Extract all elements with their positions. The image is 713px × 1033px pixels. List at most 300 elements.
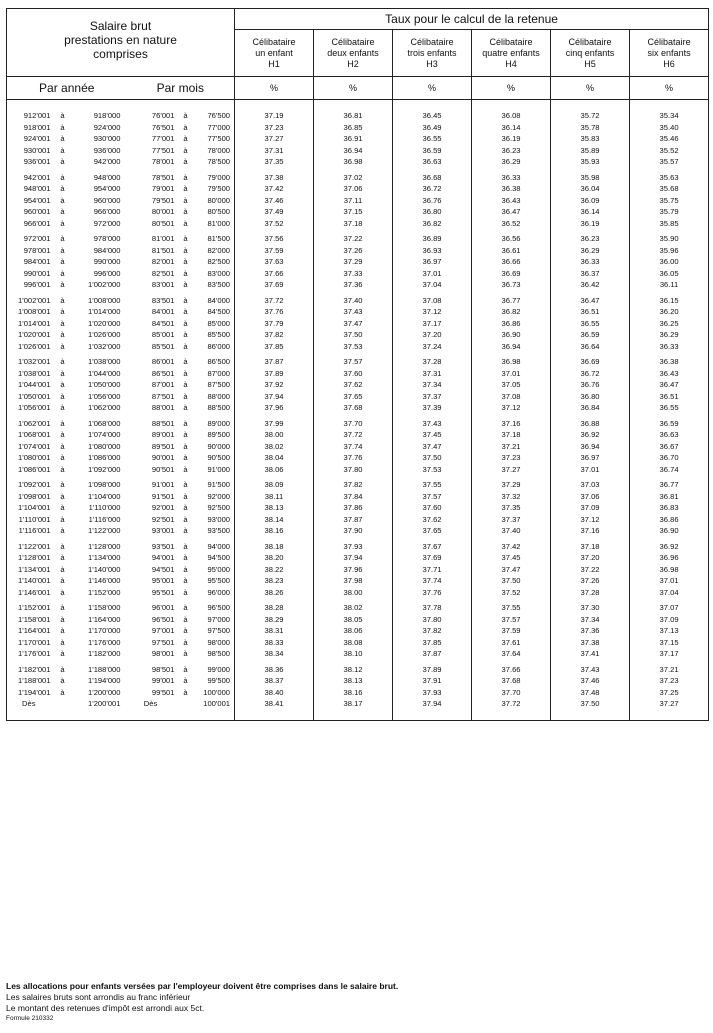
monthly-to: 85'500	[195, 329, 235, 341]
monthly-to: 96'000	[195, 587, 235, 599]
annual-a: à	[60, 341, 65, 351]
monthly-from: 79'001	[151, 184, 175, 193]
rate-h4: 37.16	[472, 414, 551, 430]
table-row	[7, 206, 709, 218]
annual-a: à	[60, 664, 65, 674]
monthly-to: 99'500	[195, 675, 235, 687]
annual-a: à	[60, 687, 65, 697]
annual-a: à	[60, 391, 65, 401]
monthly-to: 94'500	[195, 552, 235, 564]
rate-h3: 37.93	[393, 687, 472, 699]
annual-a: à	[60, 491, 65, 501]
table-row	[7, 168, 709, 184]
salaire-brut-line1: Salaire brut	[89, 19, 152, 33]
annual-to: 1'128'000	[88, 541, 121, 551]
monthly-to: 81'500	[195, 229, 235, 245]
annual-to: 1'026'000	[88, 330, 121, 339]
rate-h5: 36.51	[551, 306, 630, 318]
monthly-from: 86'001	[151, 357, 175, 366]
column-header-line: H6	[663, 58, 675, 69]
monthly-a: à	[183, 268, 188, 278]
rate-h6: 36.81	[630, 491, 709, 503]
rate-h1: 38.28	[264, 603, 284, 612]
monthly-to: 79'500	[195, 183, 235, 195]
rate-h2: 38.08	[314, 637, 393, 649]
rate-h1: 37.69	[264, 280, 284, 289]
rate-h5: 36.92	[551, 429, 630, 441]
annual-a: à	[60, 649, 65, 658]
rate-h4: 37.47	[472, 564, 551, 576]
rate-h4: 36.82	[472, 306, 551, 318]
rate-h1: 37.19	[264, 111, 284, 120]
annual-from: 1'080'001	[18, 453, 51, 462]
annual-to: 1'098'000	[88, 480, 121, 489]
rate-h3: 37.28	[393, 352, 472, 368]
annual-to: 1'086'000	[88, 453, 121, 462]
annual-from: 1'044'001	[18, 380, 51, 389]
rate-h5: 36.55	[551, 318, 630, 330]
rate-h2: 37.47	[314, 318, 393, 330]
rate-h2: 37.06	[314, 183, 393, 195]
rate-h4: 36.52	[472, 218, 551, 230]
monthly-to: 94'000	[195, 537, 235, 553]
rate-h5: 36.04	[551, 183, 630, 195]
rate-h4: 36.19	[472, 133, 551, 145]
monthly-to: 91'500	[195, 475, 235, 491]
rate-h1: 38.00	[264, 430, 284, 439]
rate-h4: 36.38	[472, 183, 551, 195]
rate-h3: 37.69	[393, 552, 472, 564]
rate-h2: 37.72	[314, 429, 393, 441]
monthly-from: 83'001	[151, 280, 175, 289]
table-row	[7, 379, 709, 391]
monthly-from: 85'001	[151, 330, 175, 339]
annual-a: à	[60, 207, 65, 216]
monthly-to: 90'000	[195, 441, 235, 453]
rate-h3: 37.76	[393, 587, 472, 599]
annual-to: 1'002'000	[88, 280, 121, 289]
monthly-des: Dès	[143, 699, 158, 708]
table-row	[7, 229, 709, 245]
monthly-a: à	[183, 295, 188, 305]
rate-h2: 38.05	[314, 614, 393, 626]
rate-h1: 38.13	[264, 503, 284, 512]
rate-h5: 37.16	[551, 525, 630, 537]
rate-h4: 36.61	[472, 245, 551, 257]
rate-h4: 37.42	[472, 537, 551, 553]
rate-h6: 36.98	[630, 564, 709, 576]
table-row	[7, 637, 709, 649]
rate-h6: 35.96	[630, 245, 709, 257]
rate-h5: 37.43	[551, 660, 630, 676]
rate-h6: 36.96	[630, 552, 709, 564]
rate-h2: 36.94	[314, 145, 393, 157]
rate-h4: 36.90	[472, 329, 551, 341]
annual-from: 912'001	[23, 111, 51, 120]
monthly-from: 90'501	[151, 464, 175, 474]
monthly-a: à	[183, 184, 188, 193]
monthly-a: à	[183, 614, 188, 624]
rate-h4: 37.27	[472, 464, 551, 476]
rate-h6: 35.52	[630, 145, 709, 157]
rate-h3: 37.20	[393, 329, 472, 341]
table-row	[7, 218, 709, 230]
monthly-a: à	[183, 122, 188, 132]
monthly-from: 94'501	[151, 564, 175, 574]
monthly-to: 86'000	[195, 341, 235, 353]
rate-h2: 37.70	[314, 414, 393, 430]
rate-h5: 36.47	[551, 291, 630, 307]
annual-a: à	[60, 626, 65, 635]
rate-h2: 37.86	[314, 502, 393, 514]
monthly-from: 88'001	[151, 403, 175, 412]
monthly-to: 89'500	[195, 429, 235, 441]
annual-from: 966'001	[23, 218, 51, 228]
table-row	[7, 110, 709, 122]
table-row	[7, 464, 709, 476]
annual-a: à	[60, 234, 65, 243]
monthly-a: à	[183, 441, 188, 451]
monthly-a: à	[183, 587, 188, 597]
monthly-from: 85'501	[151, 341, 175, 351]
table-row	[7, 441, 709, 453]
annual-a: à	[60, 145, 65, 155]
rate-h1: 38.37	[264, 676, 284, 685]
monthly-a: à	[183, 380, 188, 389]
annual-to: 1'122'000	[88, 526, 121, 535]
rate-h5: 36.37	[551, 268, 630, 280]
table-row	[7, 256, 709, 268]
annual-from: 1'014'001	[18, 318, 51, 328]
monthly-to: 82'500	[195, 256, 235, 268]
rate-h6: 37.07	[630, 598, 709, 614]
rate-h2: 37.53	[314, 341, 393, 353]
rate-h4: 37.08	[472, 391, 551, 403]
rate-h3: 37.89	[393, 660, 472, 676]
rate-h2: 36.98	[314, 156, 393, 168]
monthly-from: 78'501	[151, 172, 175, 182]
monthly-from: 89'501	[151, 441, 175, 451]
annual-from: 1'068'001	[18, 430, 51, 439]
annual-to: 924'000	[93, 122, 121, 132]
rate-h1: 38.33	[264, 637, 284, 647]
rate-h6: 35.75	[630, 195, 709, 207]
table-row	[7, 575, 709, 587]
rate-h6: 36.51	[630, 391, 709, 403]
rate-h2: 37.43	[314, 306, 393, 318]
annual-from: 1'008'001	[18, 307, 51, 316]
rate-h3: 37.94	[393, 698, 472, 710]
rate-h5: 35.78	[551, 122, 630, 134]
rate-h3: 37.67	[393, 537, 472, 553]
rate-h4: 37.32	[472, 491, 551, 503]
column-header-line: cinq enfants	[565, 47, 615, 58]
table-row	[7, 687, 709, 699]
annual-to: 1'188'000	[88, 664, 121, 674]
column-header-line: Célibataire	[489, 36, 533, 47]
monthly-a: à	[183, 491, 188, 501]
annual-from: 1'086'001	[18, 464, 51, 474]
column-header-line: six enfants	[647, 47, 691, 58]
rate-h1: 38.26	[264, 587, 284, 597]
monthly-a: à	[183, 330, 188, 339]
annual-to: 930'000	[93, 134, 121, 143]
rate-table-frame	[6, 8, 707, 748]
column-header-line: H3	[426, 58, 438, 69]
rate-h3: 36.55	[393, 133, 472, 145]
annual-from: 924'001	[23, 134, 51, 143]
rate-h4: 36.94	[472, 341, 551, 353]
rate-h6: 36.15	[630, 291, 709, 307]
rate-h5: 37.01	[551, 464, 630, 476]
rate-h2: 37.90	[314, 525, 393, 537]
rate-h3: 37.01	[393, 268, 472, 280]
rate-h3: 37.45	[393, 429, 472, 441]
annual-from: 1'128'001	[18, 553, 51, 562]
table-row	[7, 341, 709, 353]
monthly-from: 84'501	[151, 318, 175, 328]
monthly-to: 83'500	[195, 279, 235, 291]
monthly-from: 96'501	[151, 614, 175, 624]
monthly-from: 99'501	[151, 687, 175, 697]
monthly-a: à	[183, 234, 188, 243]
table-row	[7, 279, 709, 291]
annual-to: 1'182'000	[88, 649, 121, 658]
annual-to: 1'200'000	[88, 687, 121, 697]
rate-h2: 37.11	[314, 195, 393, 207]
annual-a: à	[60, 514, 65, 524]
table-row	[7, 133, 709, 145]
rate-h4: 37.29	[472, 475, 551, 491]
monthly-from: 92'001	[151, 503, 175, 512]
footer-rounding-tax: Le montant des retenues d'impôt est arrondi aux 5ct.	[6, 1003, 205, 1013]
rate-h1: 37.79	[264, 318, 284, 328]
annual-from: 1'092'001	[18, 480, 51, 489]
rate-h3: 37.91	[393, 675, 472, 687]
monthly-a: à	[183, 514, 188, 524]
rate-h1: 37.63	[264, 257, 284, 266]
monthly-blank	[177, 698, 195, 710]
annual-blank	[53, 698, 73, 710]
rate-h1: 38.02	[264, 441, 284, 451]
column-header-line: Célibataire	[252, 36, 296, 47]
rate-h3: 37.87	[393, 648, 472, 660]
rate-h3: 37.60	[393, 502, 472, 514]
rate-h1: 38.23	[264, 576, 284, 585]
table-row	[7, 625, 709, 637]
annual-from: 930'001	[23, 145, 51, 155]
rate-h6: 36.43	[630, 368, 709, 380]
unit-h4: %	[472, 77, 551, 100]
rate-h5: 37.09	[551, 502, 630, 514]
annual-from: 960'001	[23, 207, 51, 216]
rate-h5: 35.93	[551, 156, 630, 168]
rate-h4: 36.69	[472, 268, 551, 280]
annual-from: 1'056'001	[18, 403, 51, 412]
rate-h2: 37.74	[314, 441, 393, 453]
rate-h5: 36.14	[551, 206, 630, 218]
rate-h1: 37.82	[264, 330, 284, 339]
rate-h5: 36.19	[551, 218, 630, 230]
monthly-to: 85'000	[195, 318, 235, 330]
rate-h5: 36.80	[551, 391, 630, 403]
annual-from: 972'001	[23, 234, 51, 243]
monthly-to: 77'000	[195, 122, 235, 134]
rate-h2: 37.26	[314, 245, 393, 257]
monthly-from: 90'001	[151, 453, 175, 462]
table-row	[7, 195, 709, 207]
annual-to: 936'000	[93, 145, 121, 155]
rate-h3: 37.43	[393, 414, 472, 430]
rate-h2: 37.68	[314, 402, 393, 414]
rate-h6: 37.09	[630, 614, 709, 626]
annual-a: à	[60, 330, 65, 339]
rate-h2: 36.91	[314, 133, 393, 145]
monthly-to: 78'000	[195, 145, 235, 157]
rate-h4: 36.29	[472, 156, 551, 168]
salaire-brut-line3: comprises	[93, 47, 148, 61]
annual-a: à	[60, 245, 65, 255]
monthly-to: 83'000	[195, 268, 235, 280]
annual-from: 1'002'001	[18, 295, 51, 305]
rate-h6: 37.21	[630, 660, 709, 676]
column-header-line: H5	[584, 58, 596, 69]
rate-h6: 36.25	[630, 318, 709, 330]
rate-h1: 38.11	[264, 491, 284, 501]
annual-a: à	[60, 564, 65, 574]
rate-h4: 37.21	[472, 441, 551, 453]
rate-h6: 36.77	[630, 475, 709, 491]
rate-h2: 37.60	[314, 368, 393, 380]
rate-h3: 37.65	[393, 525, 472, 537]
monthly-a: à	[183, 280, 188, 289]
annual-a: à	[60, 157, 65, 166]
rate-h4: 37.68	[472, 675, 551, 687]
annual-a: à	[60, 464, 65, 474]
annual-to: 1'176'000	[88, 637, 121, 647]
rate-h4: 36.08	[472, 110, 551, 122]
annual-a: à	[60, 111, 65, 120]
rate-h2: 37.96	[314, 564, 393, 576]
rate-h4: 36.86	[472, 318, 551, 330]
monthly-a: à	[183, 480, 188, 489]
rate-h4: 37.01	[472, 368, 551, 380]
monthly-to: 87'000	[195, 368, 235, 380]
rate-h3: 36.63	[393, 156, 472, 168]
rate-h1: 38.18	[264, 541, 284, 551]
table-row	[7, 525, 709, 537]
rate-h3: 37.74	[393, 575, 472, 587]
table-row	[7, 648, 709, 660]
table-row	[7, 145, 709, 157]
rate-h5: 36.29	[551, 245, 630, 257]
annual-to: 1'104'000	[88, 491, 121, 501]
rate-h5: 36.72	[551, 368, 630, 380]
rate-h4: 36.43	[472, 195, 551, 207]
rate-h1: 37.59	[264, 245, 284, 255]
rate-h5: 36.59	[551, 329, 630, 341]
rate-h6: 36.86	[630, 514, 709, 526]
table-row	[7, 156, 709, 168]
monthly-a: à	[183, 134, 188, 143]
rate-h4: 37.12	[472, 402, 551, 414]
monthly-a: à	[183, 318, 188, 328]
rate-h4: 36.98	[472, 352, 551, 368]
monthly-from: 88'501	[151, 418, 175, 428]
rate-h1: 38.34	[264, 649, 284, 658]
monthly-to: 96'500	[195, 598, 235, 614]
rate-h1: 38.36	[264, 664, 284, 674]
rate-h3: 36.97	[393, 256, 472, 268]
rate-h5: 35.89	[551, 145, 630, 157]
monthly-from: 83'501	[151, 295, 175, 305]
monthly-from: 89'001	[151, 430, 175, 439]
rate-h2: 36.81	[314, 110, 393, 122]
monthly-a: à	[183, 453, 188, 462]
annual-from: 1'050'001	[18, 391, 51, 401]
rate-h4: 37.45	[472, 552, 551, 564]
footer-allocations-note: Les allocations pour enfants versées par l'employeur doivent être comprises dans le salaire brut.	[6, 981, 399, 991]
annual-a: à	[60, 172, 65, 182]
monthly-from: 98'001	[151, 649, 175, 658]
rate-h3: 36.82	[393, 218, 472, 230]
rate-h6: 35.57	[630, 156, 709, 168]
annual-a: à	[60, 403, 65, 412]
rate-h6: 36.29	[630, 329, 709, 341]
rate-h4: 36.73	[472, 279, 551, 291]
rate-h6: 35.40	[630, 122, 709, 134]
rate-h5: 37.48	[551, 687, 630, 699]
rate-h6: 35.46	[630, 133, 709, 145]
monthly-a: à	[183, 553, 188, 562]
rate-h1: 38.20	[264, 553, 284, 562]
annual-from: 1'062'001	[18, 418, 51, 428]
rate-h3: 37.78	[393, 598, 472, 614]
rate-h4: 37.72	[472, 698, 551, 710]
annual-from: 1'110'001	[18, 514, 51, 524]
annual-to: 978'000	[93, 234, 121, 243]
annual-a: à	[60, 614, 65, 624]
unit-h3: %	[393, 77, 472, 100]
monthly-a: à	[183, 341, 188, 351]
table-row	[7, 291, 709, 307]
rate-h1: 37.89	[264, 368, 284, 378]
rate-h4: 36.23	[472, 145, 551, 157]
rate-h3: 37.39	[393, 402, 472, 414]
salaire-brut-line2: prestations en nature	[64, 33, 177, 47]
monthly-to: 87'500	[195, 379, 235, 391]
monthly-a: à	[183, 664, 188, 674]
rate-h3: 37.12	[393, 306, 472, 318]
rate-h1: 38.04	[264, 453, 284, 462]
rate-h6: 36.33	[630, 341, 709, 353]
monthly-to: 91'000	[195, 464, 235, 476]
annual-a: à	[60, 268, 65, 278]
table-row	[7, 329, 709, 341]
annual-from: 1'164'001	[18, 626, 51, 635]
annual-from: 936'001	[23, 157, 51, 166]
rate-h2: 38.00	[314, 587, 393, 599]
rate-h5: 35.72	[551, 110, 630, 122]
annual-to: 918'000	[93, 111, 121, 120]
rate-h2: 37.93	[314, 537, 393, 553]
monthly-to: 80'000	[195, 195, 235, 207]
monthly-a: à	[183, 626, 188, 635]
rate-h1: 37.52	[264, 218, 284, 228]
annual-to: 1'062'000	[88, 403, 121, 412]
monthly-a: à	[183, 418, 188, 428]
monthly-a: à	[183, 195, 188, 205]
